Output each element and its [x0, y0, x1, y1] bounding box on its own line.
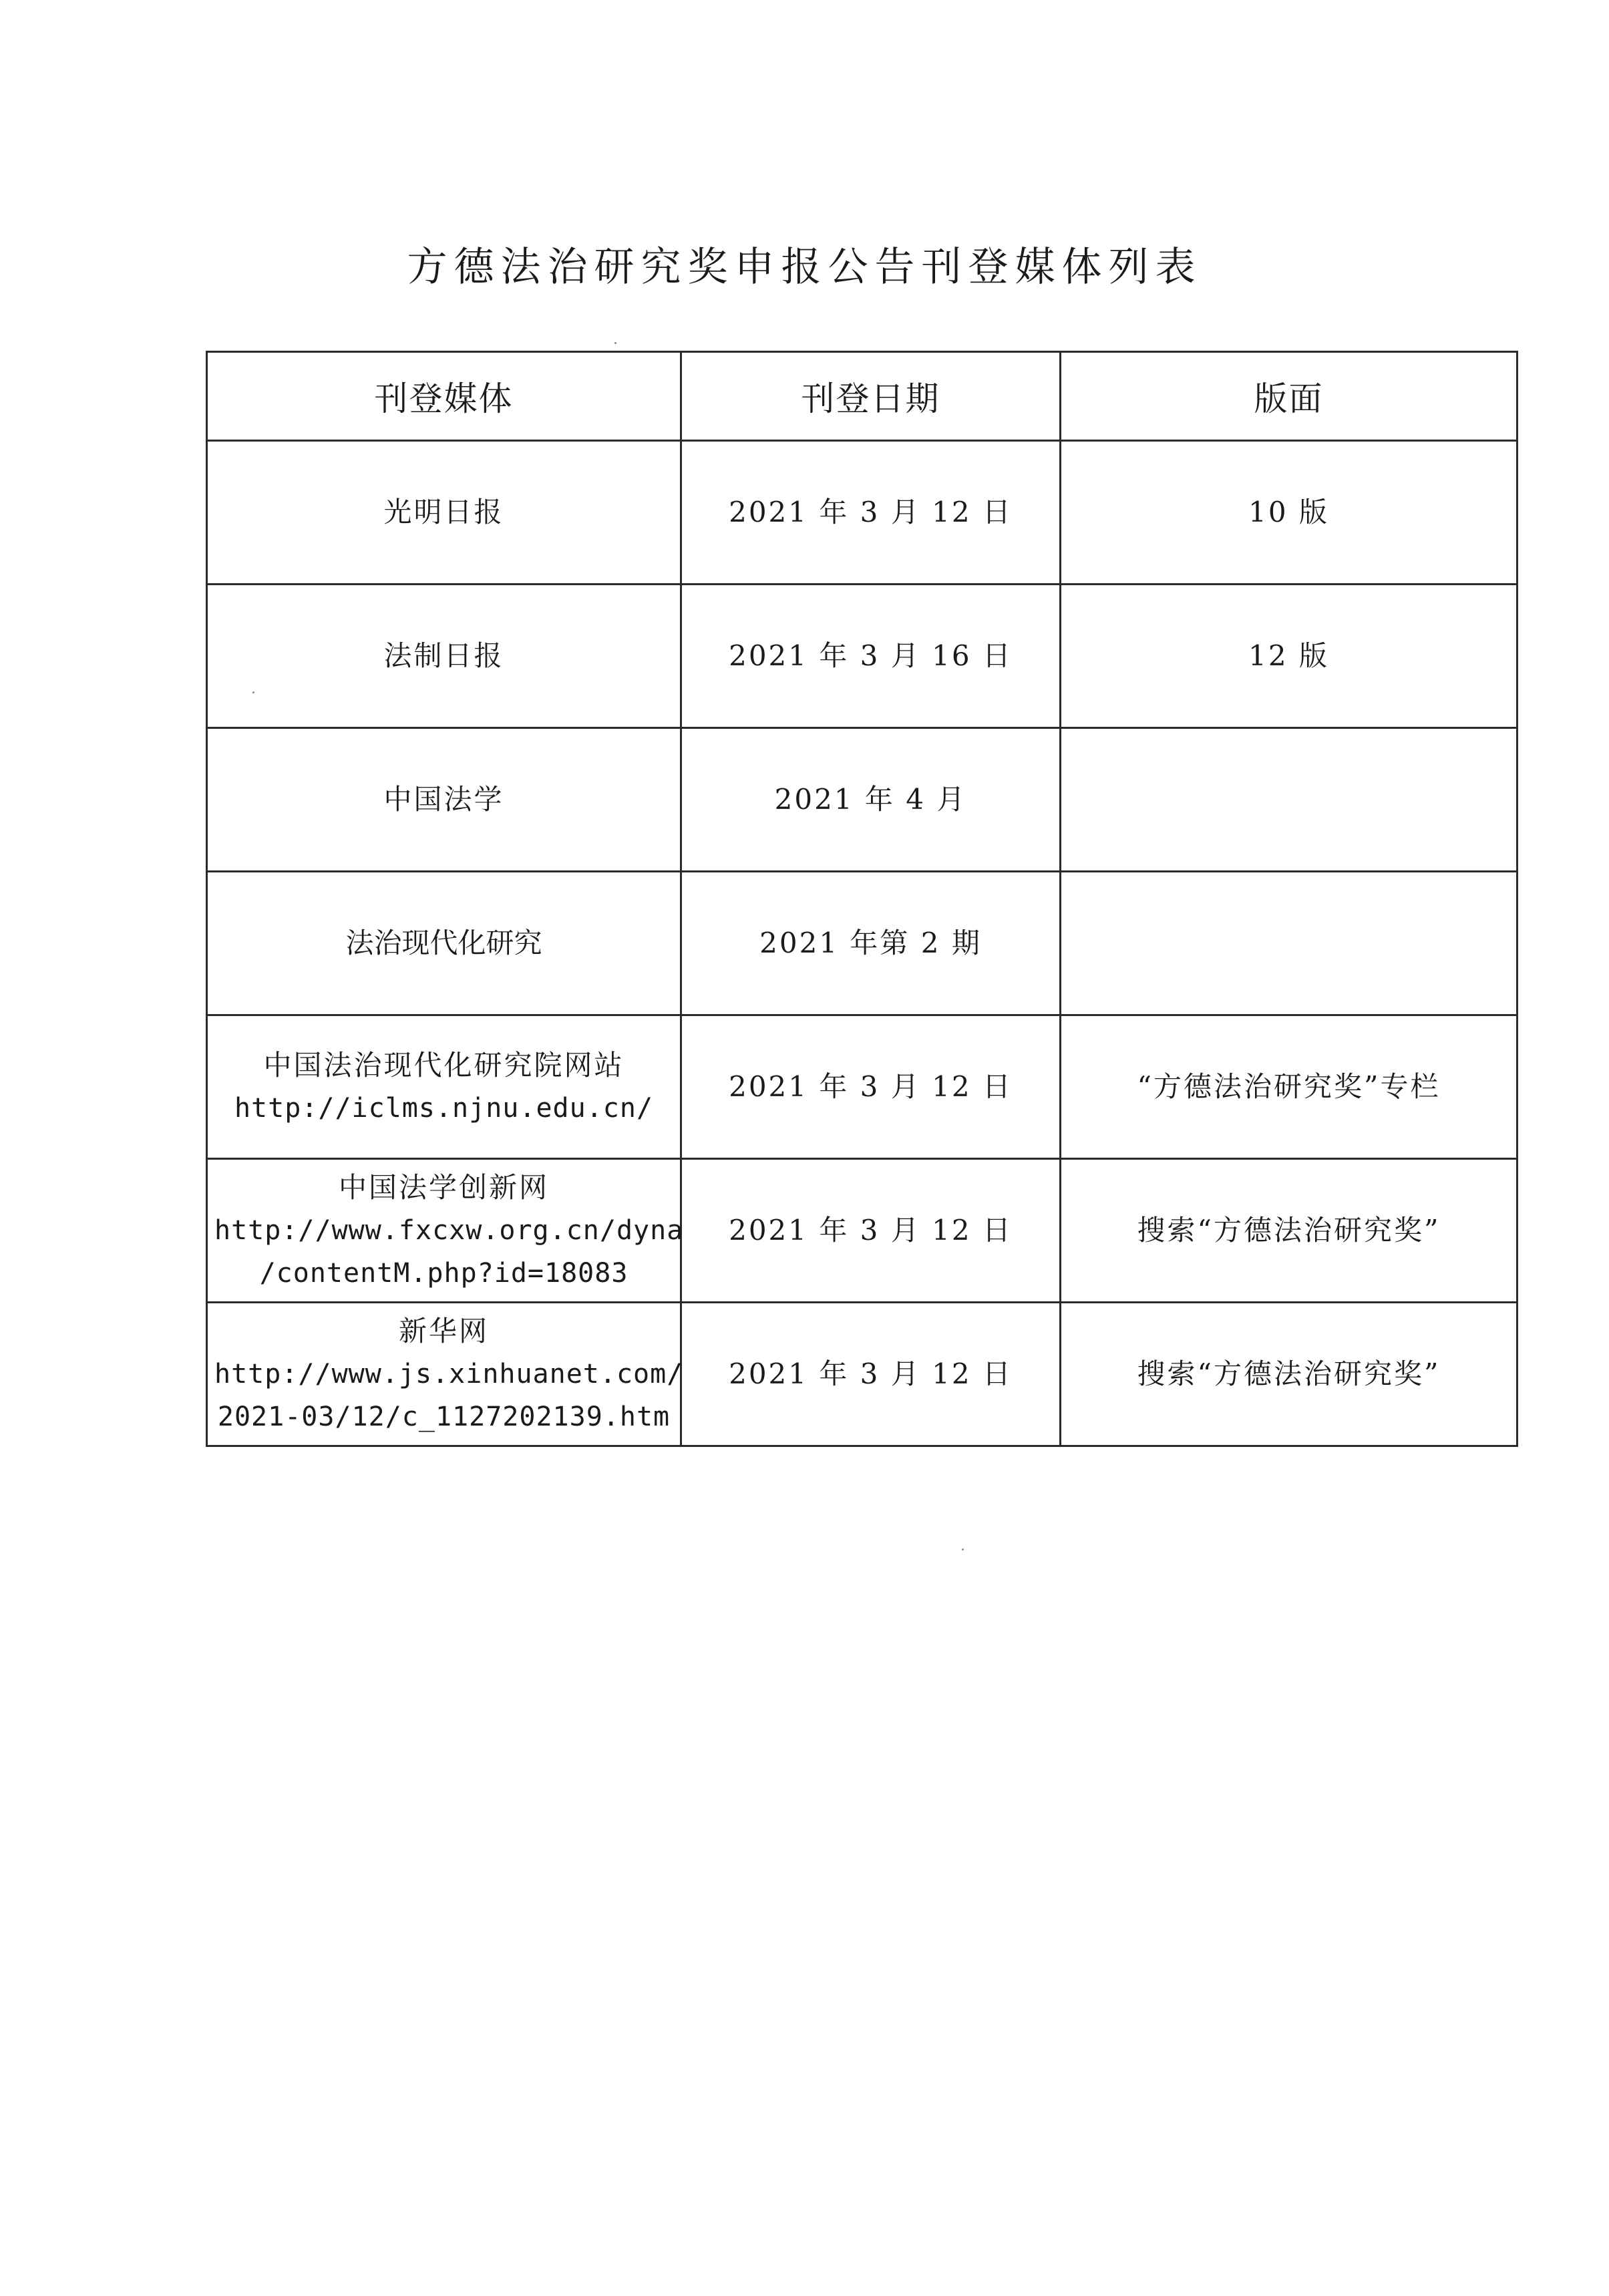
- media-name: 中国法学创新网: [338, 1171, 549, 1204]
- cell-date: 2021 年 4 月: [681, 728, 1061, 872]
- table-row: [207, 585, 1517, 728]
- scan-speck: [962, 1548, 964, 1550]
- cell-page: [1061, 872, 1517, 1015]
- table-row: [207, 1159, 1517, 1303]
- media-name: 新华网: [398, 1315, 489, 1347]
- cell-media: [207, 1159, 684, 1303]
- cell-page: 10 版: [1061, 441, 1517, 585]
- media-name: 中国法治现代化研究院网站: [263, 1049, 624, 1082]
- media-name: 法制日报: [383, 639, 504, 672]
- table-row: [207, 1303, 1517, 1446]
- cell-date: 2021 年 3 月 12 日: [681, 1159, 1061, 1303]
- cell-page: 12 版: [1061, 585, 1517, 728]
- cell-media: [207, 728, 681, 872]
- header-page: 版面: [1061, 352, 1517, 441]
- media-name: 中国法学: [383, 783, 504, 816]
- cell-date: 2021 年 3 月 12 日: [681, 441, 1061, 585]
- cell-date: 2021 年第 2 期: [681, 872, 1061, 1015]
- header-media: 刊登媒体: [207, 352, 681, 441]
- scan-speck: [252, 691, 254, 693]
- table-row: [207, 441, 1517, 585]
- cell-media: [207, 1303, 684, 1446]
- table-row: [207, 872, 1517, 1015]
- cell-page: “方德法治研究奖”专栏: [1061, 1015, 1517, 1159]
- cell-media: [207, 441, 681, 585]
- media-list-table: [206, 351, 1518, 1447]
- header-date: 刊登日期: [681, 352, 1061, 441]
- cell-date: 2021 年 3 月 12 日: [681, 1303, 1061, 1446]
- table-row: [207, 1015, 1517, 1159]
- cell-media: [207, 1015, 681, 1159]
- media-name: 光明日报: [383, 496, 504, 528]
- table-row: [207, 728, 1517, 872]
- cell-page: [1061, 728, 1517, 872]
- cell-date: 2021 年 3 月 12 日: [681, 1015, 1061, 1159]
- cell-media: [207, 872, 681, 1015]
- cell-date: 2021 年 3 月 16 日: [681, 585, 1061, 728]
- media-url-line: http://www.js.xinhuanet.com/: [214, 1359, 684, 1389]
- cell-media: [207, 585, 681, 728]
- media-url-line: 2021-03/12/c_1127202139.htm: [217, 1402, 671, 1432]
- media-url-line: http://www.fxcxw.org.cn/dyna: [214, 1215, 684, 1246]
- media-url-line: /contentM.php?id=18083: [259, 1258, 629, 1289]
- cell-page: 搜索“方德法治研究奖”: [1061, 1303, 1517, 1446]
- scan-speck: [614, 342, 616, 344]
- media-url-line: http://iclms.njnu.edu.cn/: [234, 1093, 654, 1124]
- media-name: 法治现代化研究: [345, 927, 542, 959]
- cell-page: 搜索“方德法治研究奖”: [1061, 1159, 1517, 1303]
- page-title: 方德法治研究奖申报公告刊登媒体列表: [407, 244, 1202, 291]
- table-header-row: [207, 352, 1517, 441]
